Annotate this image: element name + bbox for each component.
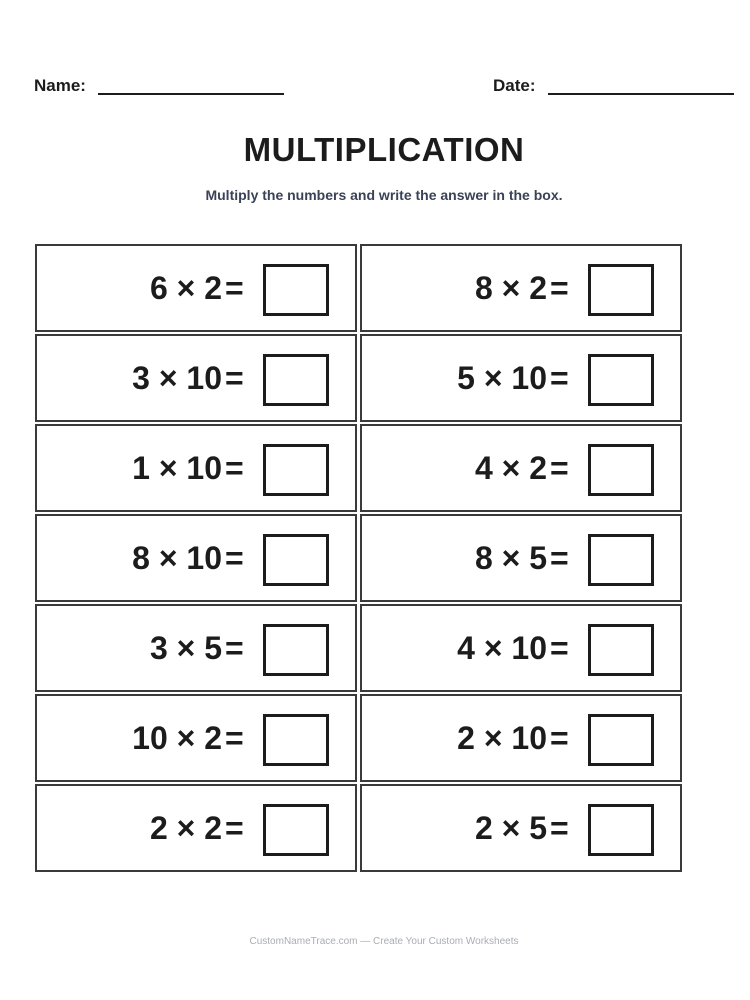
problem-expression: 10 × 2 <box>132 720 222 756</box>
name-field[interactable] <box>34 76 284 96</box>
problem-cell <box>35 784 357 872</box>
answer-box[interactable] <box>588 804 654 856</box>
answer-box[interactable] <box>263 624 329 676</box>
problem-expression: 3 × 5 <box>149 630 222 666</box>
answer-box[interactable] <box>588 444 654 496</box>
answer-box[interactable] <box>588 264 654 316</box>
problem-expression: 1 × 10 <box>132 450 222 486</box>
equals-sign: = <box>550 360 569 396</box>
problem-cell <box>35 334 357 422</box>
equals-sign: = <box>225 450 244 486</box>
answer-box[interactable] <box>263 354 329 406</box>
problem-expression: 5 × 10 <box>457 360 547 396</box>
problem-cell <box>35 694 357 782</box>
problem-cell <box>360 244 682 332</box>
date-line[interactable] <box>548 93 734 95</box>
answer-box[interactable] <box>263 444 329 496</box>
problem-grid <box>35 244 682 872</box>
equals-sign: = <box>550 630 569 666</box>
equals-sign: = <box>225 630 244 666</box>
footer-credit: CustomNameTrace.com — Create Your Custom Worksheets <box>249 936 519 947</box>
answer-box[interactable] <box>263 264 329 316</box>
answer-box[interactable] <box>263 714 329 766</box>
equals-sign: = <box>550 720 569 756</box>
equals-sign: = <box>225 720 244 756</box>
equals-sign: = <box>550 270 569 306</box>
answer-box[interactable] <box>588 624 654 676</box>
equals-sign: = <box>550 810 569 846</box>
equals-sign: = <box>550 540 569 576</box>
date-field[interactable] <box>493 76 734 96</box>
problem-cell <box>360 784 682 872</box>
problem-expression: 8 × 2 <box>474 270 547 306</box>
problem-cell <box>35 514 357 602</box>
answer-box[interactable] <box>588 354 654 406</box>
equals-sign: = <box>225 810 244 846</box>
problem-expression: 2 × 2 <box>149 810 222 846</box>
problem-expression: 6 × 2 <box>149 270 222 306</box>
worksheet-instructions: Multiply the numbers and write the answer in the box. <box>205 187 563 203</box>
worksheet-title: MULTIPLICATION <box>243 131 525 168</box>
answer-box[interactable] <box>588 534 654 586</box>
name-label: Name: <box>34 76 86 95</box>
problem-expression: 4 × 2 <box>474 450 547 486</box>
answer-box[interactable] <box>263 804 329 856</box>
problem-expression: 8 × 5 <box>474 540 547 576</box>
problem-expression: 4 × 10 <box>457 630 547 666</box>
problem-cell <box>360 334 682 422</box>
answer-box[interactable] <box>588 714 654 766</box>
problem-expression: 2 × 10 <box>457 720 547 756</box>
equals-sign: = <box>225 270 244 306</box>
problem-cell <box>35 424 357 512</box>
problem-cell <box>360 604 682 692</box>
equals-sign: = <box>225 360 244 396</box>
problem-cell <box>35 604 357 692</box>
problem-expression: 8 × 10 <box>132 540 222 576</box>
date-label: Date: <box>493 76 536 95</box>
name-line[interactable] <box>98 93 284 95</box>
problem-expression: 3 × 10 <box>132 360 222 396</box>
answer-box[interactable] <box>263 534 329 586</box>
problem-cell <box>35 244 357 332</box>
problem-cell <box>360 514 682 602</box>
problem-cell <box>360 424 682 512</box>
equals-sign: = <box>225 540 244 576</box>
problem-cell <box>360 694 682 782</box>
problem-expression: 2 × 5 <box>474 810 547 846</box>
equals-sign: = <box>550 450 569 486</box>
